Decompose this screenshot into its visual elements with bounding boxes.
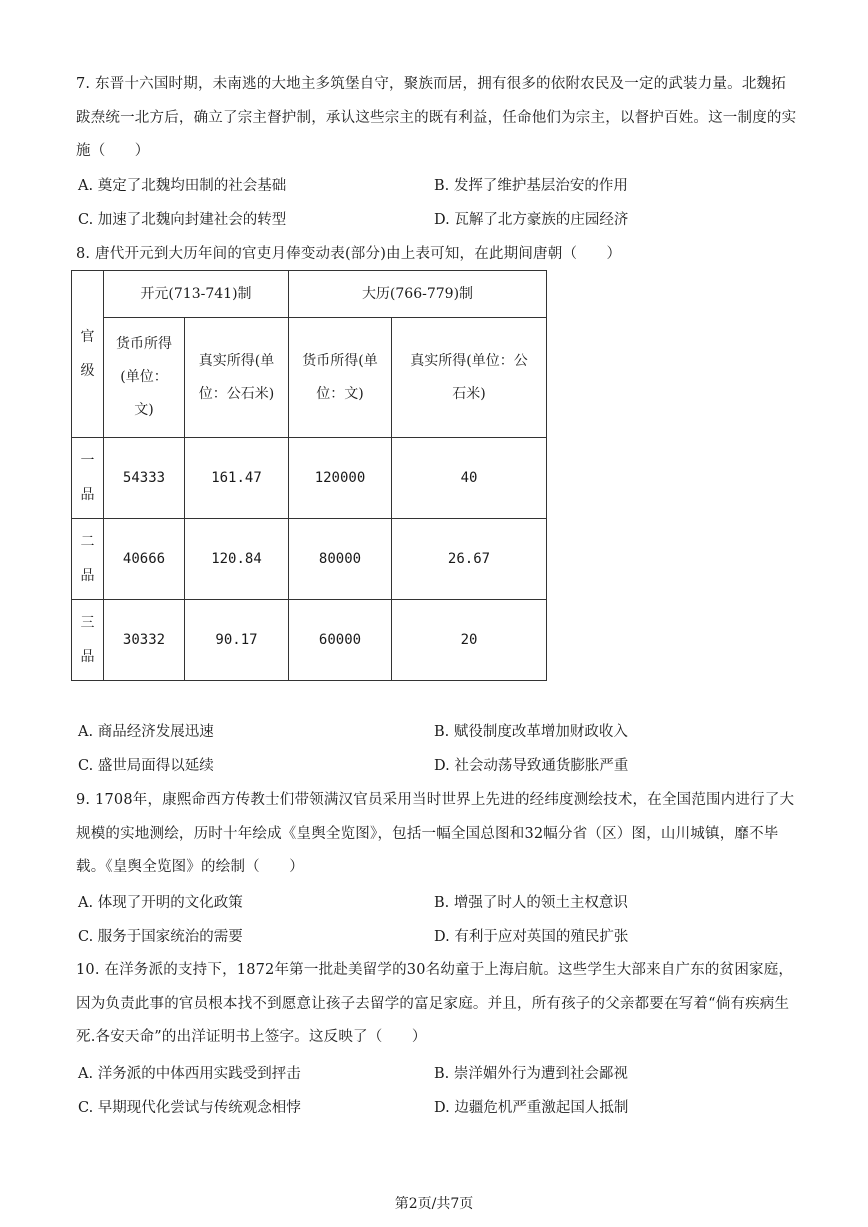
rank-text: 三品: [80, 615, 95, 665]
question-9-option-d: D. 有利于应对英国的殖民扩张: [434, 929, 629, 945]
question-10-option-b: B. 崇洋媚外行为遭到社会鄙视: [434, 1066, 628, 1082]
question-9-option-c: C. 服务于国家统治的需要: [78, 929, 243, 945]
salary-table: [71, 270, 547, 681]
table-subheader: [104, 318, 185, 438]
table-cell: 60000: [289, 600, 392, 681]
question-7-option-a: A. 奠定了北魏均田制的社会基础: [78, 178, 287, 194]
page-number-footer: 第2页/共7页: [394, 1196, 474, 1212]
table-row: [72, 519, 547, 600]
table-row: [72, 600, 547, 681]
rank-cell: [72, 600, 104, 681]
question-8-option-d: D. 社会动荡导致通货膨胀严重: [434, 758, 629, 774]
subheader-text: 真实所得(单位：公石米): [410, 352, 528, 402]
question-9-option-b: B. 增强了时人的领土主权意识: [434, 895, 628, 911]
rank-cell: [72, 519, 104, 600]
question-7-option-c: C. 加速了北魏向封建社会的转型: [78, 212, 287, 228]
subheader-text: 真实所得(单位：公石米): [198, 352, 275, 402]
question-7-option-b: B. 发挥了维护基层治安的作用: [434, 178, 628, 194]
question-10-option-c: C. 早期现代化尝试与传统观念相悖: [78, 1100, 301, 1116]
rank-text: 一品: [80, 453, 95, 503]
table-cell: 40: [392, 438, 547, 519]
table-cell: 20: [392, 600, 547, 681]
question-10-stem: 10. 在洋务派的支持下，1872年第一批赴美留学的30名幼童于上海启航。这些学生大部来自广东的贫困家庭，因为负责此事的官员根本找不到愿意让孩子去留学的富足家庭。并且，所有孩子的父亲都要在写着“倘有疾病生死.各安天命”的出洋证明书上签字。这反映了（ ）: [76, 962, 794, 1045]
question-8-option-b: B. 赋役制度改革增加财政收入: [434, 724, 628, 740]
rank-header-text: 官级: [80, 329, 95, 379]
question-8-stem: 8. 唐代开元到大历年间的官吏月俸变动表(部分)由上表可知，在此期间唐朝（ ）: [76, 246, 622, 262]
table-cell: 40666: [104, 519, 185, 600]
table-cell: 90.17: [185, 600, 289, 681]
question-10-option-a: A. 洋务派的中体西用实践受到抨击: [78, 1066, 301, 1082]
question-7-stem: 7. 东晋十六国时期，未南逃的大地主多筑堡自守，聚族而居，拥有很多的依附农民及一定的武装力量。北魏拓跋焘统一北方后，确立了宗主督护制，承认这些宗主的既有利益，任命他们为宗主，以督护百姓。这一制度的实施（ ）: [76, 76, 797, 159]
table-cell: 161.47: [185, 438, 289, 519]
table-header-rank: [72, 271, 104, 438]
question-8-option-a: A. 商品经济发展迅速: [78, 724, 214, 740]
table-row: [72, 438, 547, 519]
table-cell: 80000: [289, 519, 392, 600]
table-header-period-dali: 大历(766-779)制: [289, 271, 547, 318]
question-9-stem: 9. 1708年，康熙命西方传教士们带领满汉官员采用当时世界上先进的经纬度测绘技术，在全国范围内进行了大规模的实地测绘，历时十年绘成《皇舆全览图》，包括一幅全国总图和32幅分省（区）图，山川城镇，靡不毕载。《皇舆全览图》的绘制（ ）: [76, 792, 795, 875]
question-10-option-d: D. 边疆危机严重激起国人抵制: [434, 1100, 629, 1116]
rank-text: 二品: [80, 534, 95, 584]
subheader-text: 货币所得(单位：文): [302, 352, 378, 402]
table-header-period-kaiyuan: 开元(713-741)制: [104, 271, 289, 318]
question-8-option-c: C. 盛世局面得以延续: [78, 758, 214, 774]
table-subheader: [289, 318, 392, 438]
question-9-option-a: A. 体现了开明的文化政策: [78, 895, 243, 911]
question-7-option-d: D. 瓦解了北方豪族的庄园经济: [434, 212, 629, 228]
table-cell: 120.84: [185, 519, 289, 600]
table-cell: 120000: [289, 438, 392, 519]
table-cell: 54333: [104, 438, 185, 519]
table-cell: 26.67: [392, 519, 547, 600]
table-subheader: [185, 318, 289, 438]
rank-cell: [72, 438, 104, 519]
subheader-text: 货币所得(单位：文): [116, 336, 172, 418]
table-subheader: [392, 318, 547, 438]
table-cell: 30332: [104, 600, 185, 681]
